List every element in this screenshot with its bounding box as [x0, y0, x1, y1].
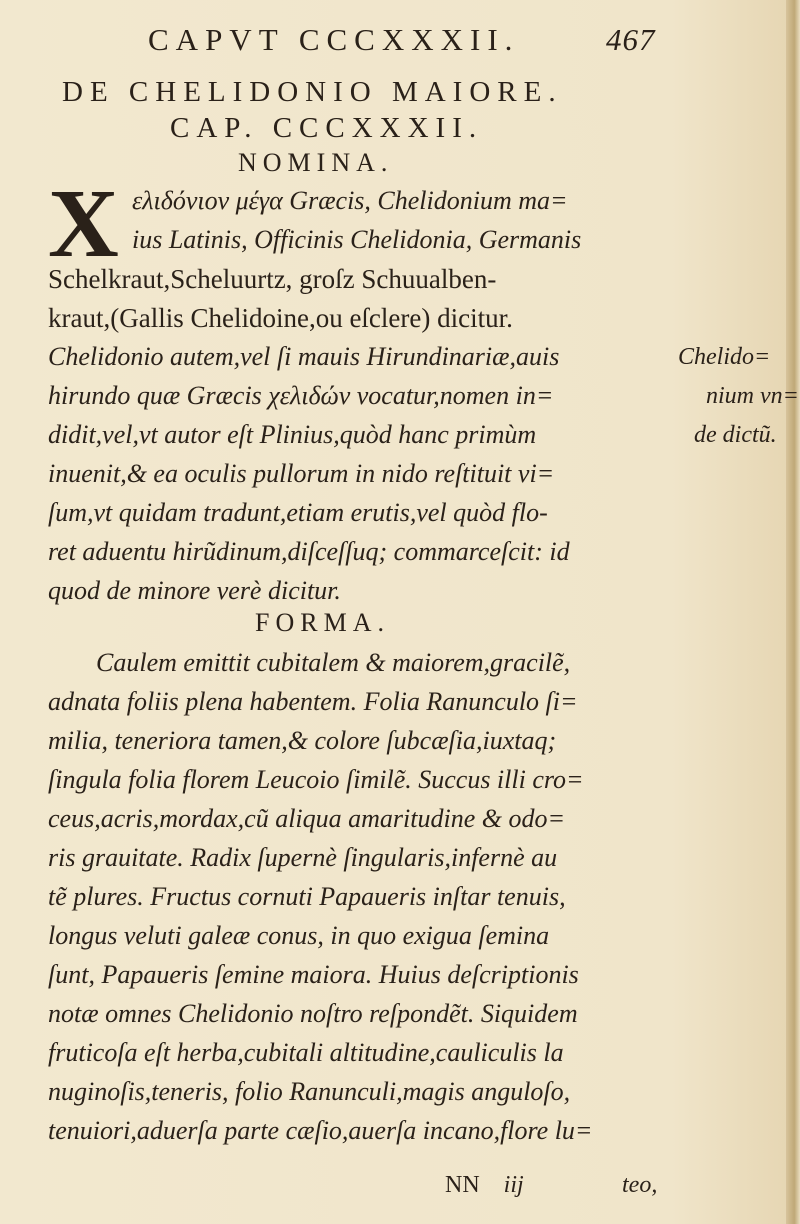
text-line: ελιδόνιον μέγα Græcis, Chelidonium ma= — [132, 186, 568, 215]
text-line: notæ omnes Chelidonio noſtro reſpondẽt. Siquidem — [48, 999, 578, 1028]
chapter-number: CAP. CCCXXXII. — [170, 112, 484, 144]
text-line: milia, teneriora tamen,& colore ſubcæſia,iuxtaq; — [48, 726, 557, 755]
catchword: teo, — [622, 1172, 658, 1198]
text-line: longus veluti galeæ conus, in quo exigua ſemina — [48, 921, 550, 950]
text-line: adnata foliis plena habentem. Folia Ranunculo ſi= — [48, 687, 578, 716]
running-head — [148, 22, 688, 58]
text-line: Caulem emittit cubitalem & maiorem,gracilẽ, — [96, 648, 571, 677]
folio-number: 467 — [606, 22, 656, 57]
running-head-title: CAPVT CCCXXXII. — [148, 22, 520, 57]
signature-letters: NN — [445, 1172, 480, 1198]
text-line: tenuiori,aduerſa parte cæſio,auerſa incano,flore lu= — [48, 1116, 593, 1145]
side-note: nium vn= — [706, 383, 799, 409]
section-heading-forma: FORMA. — [255, 608, 390, 637]
side-note: Chelido= — [678, 344, 771, 370]
text-line: ris grauitate. Radix ſupernè ſingularis,infernè au — [48, 843, 558, 872]
text-line: quod de minore verè dicitur. — [48, 576, 341, 605]
text-line: didit,vel,vt autor eſt Plinius,quòd hanc primùm — [48, 420, 537, 449]
side-note: de dictũ. — [694, 422, 777, 448]
text-line: ſunt, Papaueris ſemine maiora. Huius deſcriptionis — [48, 960, 579, 989]
text-line: ſingula folia florem Leucoio ſimilẽ. Succus illi cro= — [48, 765, 584, 794]
text-line: tẽ plures. Fructus cornuti Papaueris inſtar tenuis, — [48, 882, 566, 911]
signature-number: iij — [503, 1172, 524, 1198]
text-line: ius Latinis, Officinis Chelidonia, Germanis — [132, 225, 582, 254]
text-line: Chelidonio autem,vel ſi mauis Hirundinariæ,auis — [48, 342, 560, 371]
text-line: fruticoſa eſt herba,cubitali altitudine,cauliculis la — [48, 1038, 564, 1067]
text-line: nuginoſis,teneris, folio Ranunculi,magis anguloſo, — [48, 1077, 571, 1106]
text-line: ret aduentu hirũdinum,diſceſſuq; commarceſcit: id — [48, 537, 570, 566]
page-edge — [786, 0, 800, 1224]
text-line: Schelkraut,Scheluurtz, groſz Schuualben- — [48, 264, 497, 294]
text-line: ſum,vt quidam tradunt,etiam erutis,vel quòd flo- — [48, 498, 548, 527]
text-line: kraut,(Gallis Chelidoine,ou eſclere) dicitur. — [48, 303, 513, 333]
chapter-title: DE CHELIDONIO MAIORE. — [62, 76, 563, 108]
text-line: ceus,acris,mordax,cũ aliqua amaritudine & odo= — [48, 804, 566, 833]
section-heading-nomina: NOMINA. — [238, 148, 394, 177]
signature-mark — [445, 1172, 542, 1199]
text-line: inuenit,& ea oculis pullorum in nido reſtituit vi= — [48, 459, 555, 488]
text-line: hirundo quæ Græcis χελιδών vocatur,nomen in= — [48, 381, 554, 410]
drop-cap: X — [48, 170, 119, 278]
